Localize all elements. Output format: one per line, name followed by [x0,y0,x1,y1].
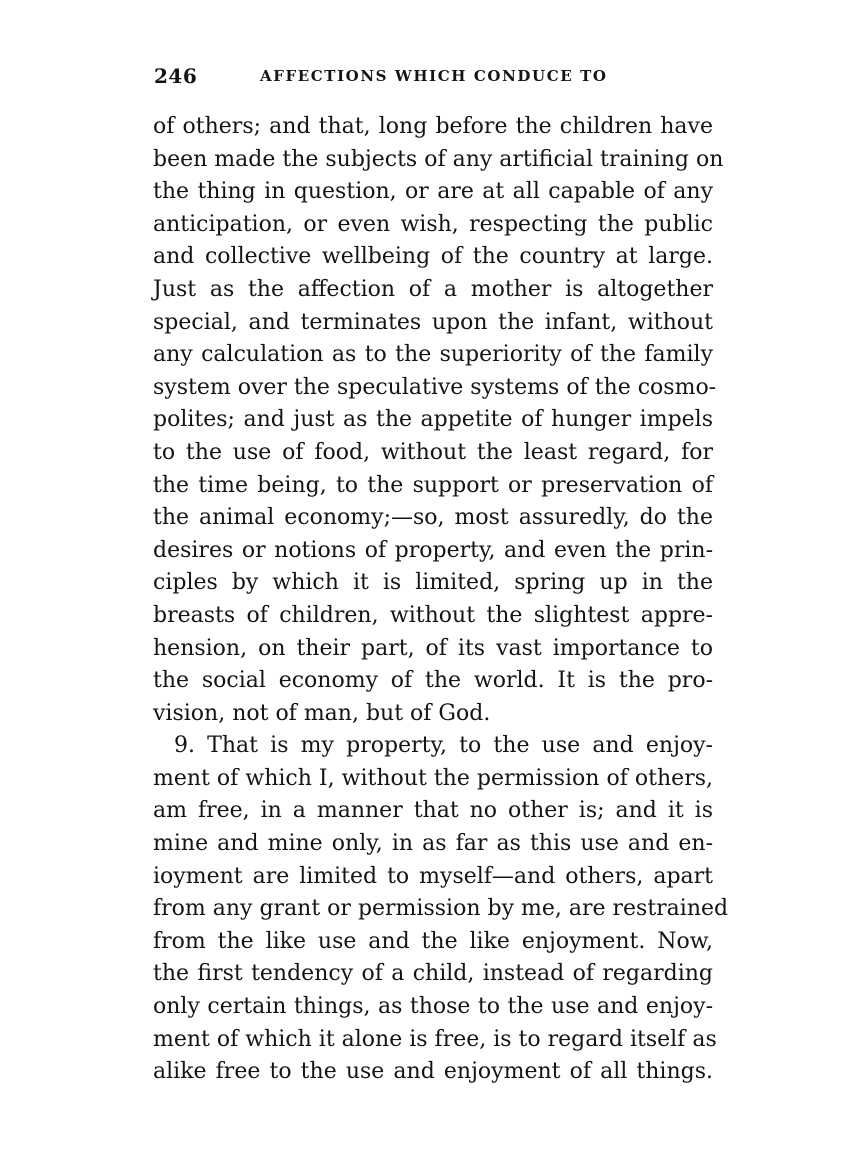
text-line: alike free to the use and enjoyment of all things. [153,1059,713,1085]
text-line: the time being, to the support or preservation of [153,472,713,498]
text-line: from the like use and the like enjoyment. Now, [153,928,713,954]
text-line: and collective wellbeing of the country at large. [153,244,713,270]
text-line: system over the speculative systems of the cosmo- [153,374,717,400]
text-line: special, and terminates upon the infant, without [153,309,713,335]
text-line: been made the subjects of any artificial training on [153,146,724,172]
text-line: only certain things, as those to the use and enjoy- [153,994,713,1020]
text-line: ciples by which it is limited, spring up in the [153,570,713,596]
text-line: hension, on their part, of its vast importance to [153,635,713,661]
text-line: polites; and just as the appetite of hunger impels [153,407,713,433]
text-line: breasts of children, without the slightest appre- [153,602,713,628]
text-line: ment of which I, without the permission of others, [153,765,713,791]
text-line: am free, in a manner that no other is; and it is [153,798,713,824]
text-line: Just as the affection of a mother is altogether [153,276,713,302]
text-line: anticipation, or even wish, respecting the public [153,211,713,237]
text-line: mine and mine only, in as far as this use and en- [153,831,713,857]
text-line: vision, not of man, but of God. [153,700,491,726]
text-line: from any grant or permission by me, are restrained [153,896,729,922]
text-line: the social economy of the world. It is the pro- [153,668,713,694]
text-line: any calculation as to the superiority of the family [153,342,713,368]
page-header [154,64,714,92]
text-line: 9. That is my property, to the use and enjoy- [174,733,713,759]
running-head: AFFECTIONS WHICH CONDUCE TO [260,67,608,85]
body-text [153,111,729,1089]
text-line: ment of which it alone is free, is to regard itself as [153,1026,717,1052]
text-line: the animal economy;—so, most assuredly, do the [153,505,713,531]
text-line: the thing in question, or are at all capable of any [153,179,713,205]
page-number: 246 [154,64,198,88]
text-line: of others; and that, long before the children have [153,114,713,139]
text-line: desires or notions of property, and even the prin- [153,537,713,563]
text-line: the first tendency of a child, instead of regarding [153,961,713,987]
text-line: ioyment are limited to myself—and others, apart [153,863,713,889]
text-line: to the use of food, without the least regard, for [153,439,713,465]
